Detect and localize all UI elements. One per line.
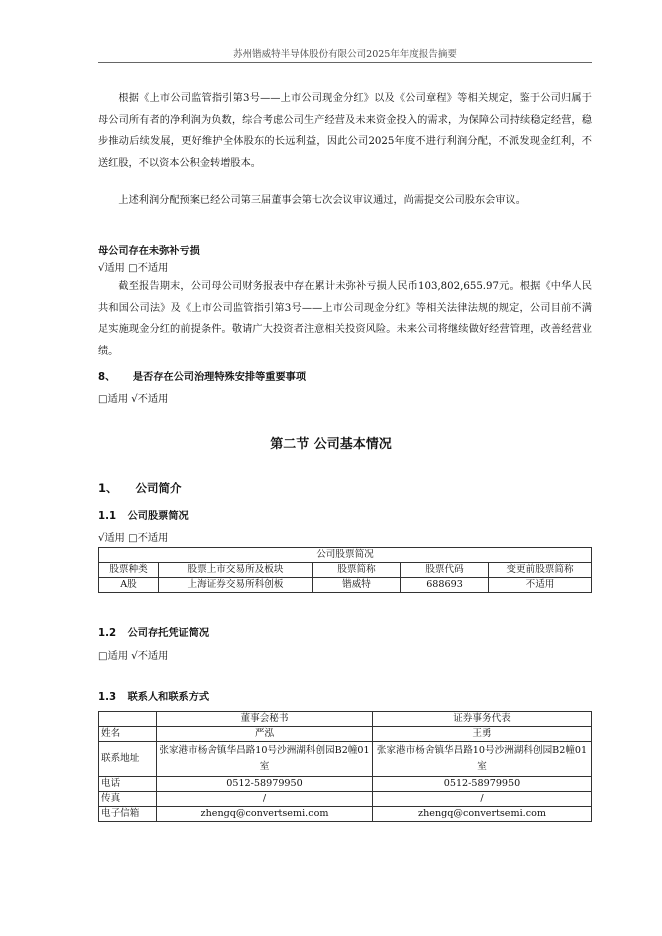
item11-applicable: √适用 □不适用 xyxy=(98,533,169,544)
contact-header-cell: 董事会秘书 xyxy=(157,712,373,727)
contact-label: 传真 xyxy=(99,792,157,807)
contact-corner-cell xyxy=(99,712,157,727)
loss-title: 母公司存在未弥补亏损 xyxy=(98,246,200,257)
contact-value: 严泓 xyxy=(157,727,373,742)
item12-heading xyxy=(98,625,592,642)
contact-value: / xyxy=(157,792,373,807)
contact-table-header-row xyxy=(99,712,592,727)
item11-number: 1.1 xyxy=(98,511,117,522)
contact-value: 张家港市杨舍镇华昌路10号沙洲湖科创园B2幢01室 xyxy=(157,742,373,777)
stock-table-caption: 公司股票简况 xyxy=(99,548,592,563)
stock-header-cell: 变更前股票简称 xyxy=(489,563,592,578)
contact-value: 0512-58979950 xyxy=(373,777,592,792)
item13-number: 1.3 xyxy=(98,692,117,703)
stock-table xyxy=(98,547,592,593)
contact-row xyxy=(99,792,592,807)
contact-table xyxy=(98,711,592,822)
loss-applicable: √适用 □不适用 xyxy=(98,263,169,274)
stock-table-caption-row xyxy=(99,548,592,563)
contact-label: 电话 xyxy=(99,777,157,792)
contact-value: zhengq@convertsemi.com xyxy=(373,807,592,822)
item12-title: 公司存托凭证简况 xyxy=(127,628,210,639)
item13-heading xyxy=(98,689,592,706)
contact-row xyxy=(99,777,592,792)
stock-cell: 不适用 xyxy=(489,578,592,593)
contact-value: 王勇 xyxy=(373,727,592,742)
item12-number: 1.2 xyxy=(98,628,117,639)
contact-value: 张家港市杨舍镇华昌路10号沙洲湖科创园B2幢01室 xyxy=(373,742,592,777)
profit-distribution-paragraph: 根据《上市公司监管指引第3号——上市公司现金分红》以及《公司章程》等相关规定，鉴于公司归属于母公司所有者的净利润为负数，综合考虑公司生产经营及未来资金投入的需求，为保障公司持续稳定经营，稳步推动后续发展，更好维护全体股东的长远利益，因此公司2025年度不进行利润分配，不派发现金红利，不送红股，不以资本公积金转增股本。 xyxy=(98,93,592,169)
item11-title: 公司股票简况 xyxy=(127,511,189,522)
stock-header-cell: 股票代码 xyxy=(401,563,489,578)
contact-label: 电子信箱 xyxy=(99,807,157,822)
stock-cell: 688693 xyxy=(401,578,489,593)
approval-paragraph: 上述利润分配预案已经公司第三届董事会第七次会议审议通过，尚需提交公司股东会审议。 xyxy=(118,195,526,206)
item13-title: 联系人和联系方式 xyxy=(127,692,210,703)
contact-value: / xyxy=(373,792,592,807)
item8-number: 8、 xyxy=(98,372,116,383)
item12-applicable: □适用 √不适用 xyxy=(98,651,169,662)
stock-header-cell: 股票简称 xyxy=(313,563,401,578)
item8-heading xyxy=(98,369,592,386)
contact-row xyxy=(99,727,592,742)
stock-table-header-row xyxy=(99,563,592,578)
stock-table-row xyxy=(99,578,592,593)
item1-heading xyxy=(98,480,592,497)
section-title: 第二节 公司基本情况 xyxy=(270,437,392,452)
stock-cell: 锴威特 xyxy=(313,578,401,593)
item1-number: 1、 xyxy=(98,481,118,495)
contact-value: 0512-58979950 xyxy=(157,777,373,792)
contact-row xyxy=(99,742,592,777)
stock-cell: 上海证券交易所科创板 xyxy=(159,578,313,593)
contact-value: zhengq@convertsemi.com xyxy=(157,807,373,822)
item8-title: 是否存在公司治理特殊安排等重要事项 xyxy=(132,372,307,383)
stock-cell: A股 xyxy=(99,578,159,593)
contact-label: 姓名 xyxy=(99,727,157,742)
stock-header-cell: 股票种类 xyxy=(99,563,159,578)
header-rule xyxy=(98,62,592,63)
stock-header-cell: 股票上市交易所及板块 xyxy=(159,563,313,578)
contact-header-cell: 证券事务代表 xyxy=(373,712,592,727)
item11-heading xyxy=(98,508,592,525)
item1-title: 公司简介 xyxy=(135,481,182,495)
loss-paragraph: 截至报告期末，公司母公司财务报表中存在累计未弥补亏损人民币103,802,655.97元。根据《中华人民共和国公司法》及《上市公司监管指引第3号——上市公司现金分红》等相关法律法规的规定，公司目前不满足实施现金分红的前提条件。敬请广大投资者注意相关投资风险。未来公司将继续做好经营管理，改善经营业绩。 xyxy=(98,281,592,357)
contact-row xyxy=(99,807,592,822)
item8-applicable: □适用 √不适用 xyxy=(98,394,169,405)
contact-label: 联系地址 xyxy=(99,742,157,777)
page-header: 苏州锴威特半导体股份有限公司2025年年度报告摘要 xyxy=(233,49,457,60)
